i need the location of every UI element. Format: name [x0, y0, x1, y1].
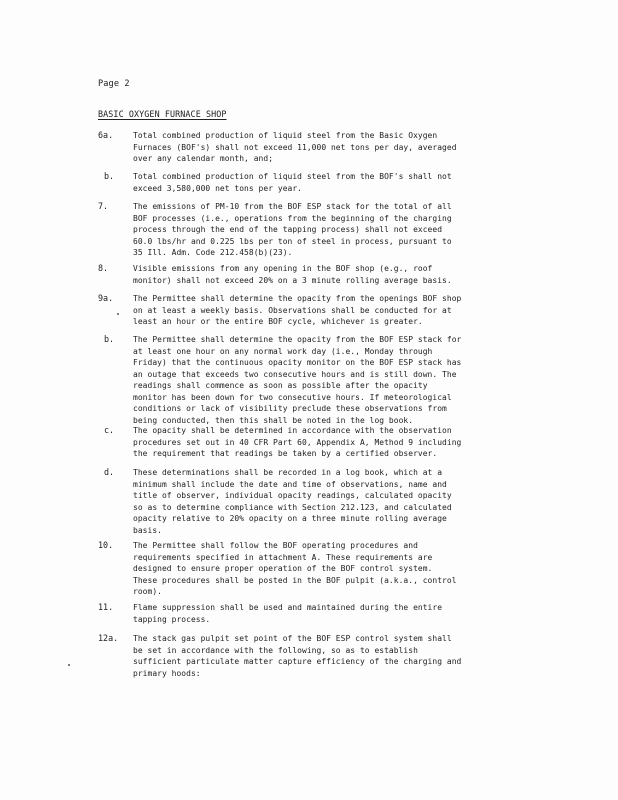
- text-line: at least one hour on any normal work day (i.e., Monday through: [133, 346, 433, 356]
- condition-number: 8.: [98, 263, 109, 273]
- text-line: monitor) shall not exceed 20% on a 3 minute rolling average basis.: [133, 275, 452, 285]
- condition-number: 11.: [98, 602, 114, 612]
- text-line: Total combined production of liquid steel from the Basic Oxygen: [133, 131, 438, 140]
- text-line: Furnaces (BOF's) shall not exceed 11,000 net tons per day, averaged: [133, 142, 457, 152]
- text-line: conditions or lack of visibility preclude these observations from: [133, 404, 447, 413]
- text-line: over any calendar month, and;: [133, 154, 274, 163]
- text-line: The Permittee shall determine the opacity from the openings BOF shop: [133, 294, 462, 303]
- text-line: BOF processes (i.e., operations from the beginning of the charging: [133, 213, 452, 223]
- text-line: least an hour or the entire BOF cycle, whichever is greater.: [133, 317, 423, 326]
- condition-number: b.: [104, 334, 115, 344]
- condition-text: [133, 263, 538, 286]
- condition-text: [133, 425, 538, 460]
- condition-text: [133, 293, 538, 328]
- text-line: room).: [133, 587, 162, 596]
- condition-text: [133, 467, 538, 536]
- condition-number: 12a.: [98, 633, 119, 643]
- condition-text: [133, 171, 538, 194]
- text-line: being conducted, then this shall be noted in the log book.: [133, 415, 414, 425]
- text-line: procedures set out in 40 CFR Part 60, Appendix A, Method 9 including: [133, 437, 462, 447]
- text-line: The stack gas pulpit set point of the BOF ESP control system shall: [133, 634, 452, 643]
- text-line: primary hoods:: [133, 668, 201, 678]
- condition-number: c.: [104, 425, 115, 435]
- text-line: These determinations shall be recorded in a log book, which at a: [133, 468, 443, 477]
- text-line: Visible emissions from any opening in the BOF shop (e.g., roof: [133, 264, 433, 273]
- condition-text: [133, 540, 538, 598]
- text-line: title of observer, individual opacity readings, calculated opacity: [133, 491, 452, 500]
- condition-text: [133, 633, 538, 679]
- text-line: sufficient particulate matter capture efficiency of the charging and: [133, 657, 462, 666]
- text-line: be set in accordance with the following, so as to establish: [133, 645, 418, 655]
- scan-speck: [68, 664, 70, 666]
- text-line: The opacity shall be determined in accordance with the observation: [133, 426, 452, 435]
- text-line: The Permittee shall determine the opacity from the BOF ESP stack for: [133, 335, 462, 344]
- text-line: designed to ensure proper operation of the BOF control system.: [133, 564, 433, 573]
- text-line: so as to determine compliance with Section 212.123, and calculated: [133, 502, 452, 512]
- text-line: monitor has been down for two consecutive hours. If meteorological: [133, 392, 452, 402]
- text-line: Total combined production of liquid steel from the BOF's shall not: [133, 172, 452, 181]
- condition-text: [133, 201, 538, 259]
- scan-speck: [117, 313, 119, 315]
- text-line: Friday) that the continuous opacity monitor on the BOF ESP stack has: [133, 358, 462, 367]
- text-line: These procedures shall be posted in the BOF pulpit (a.k.a., control: [133, 575, 457, 585]
- text-line: exceed 3,580,000 net tons per year.: [133, 183, 303, 193]
- text-line: minimum shall include the date and time of observations, name and: [133, 479, 447, 489]
- condition-number: 10.: [98, 540, 114, 550]
- text-line: on at least a weekly basis. Observations shall be conducted for at: [133, 305, 452, 315]
- condition-text: [133, 602, 538, 625]
- text-line: Flame suppression shall be used and maintained during the entire: [133, 603, 443, 612]
- condition-text: [133, 334, 538, 426]
- page-number: Page 2: [98, 79, 130, 89]
- text-line: 35 Ill. Adm. Code 212.458(b)(23).: [133, 248, 293, 257]
- text-line: The Permittee shall follow the BOF operating procedures and: [133, 541, 418, 550]
- text-line: readings shall commence as soon as possible after the opacity: [133, 381, 428, 390]
- text-line: requirements specified in attachment A. These requirements are: [133, 552, 433, 562]
- text-line: process through the end of the tapping process) shall not exceed: [133, 225, 443, 234]
- text-line: opacity relative to 20% opacity on a three minute rolling average: [133, 514, 447, 523]
- text-line: The emissions of PM-10 from the BOF ESP stack for the total of all: [133, 202, 452, 211]
- text-line: an outage that exceeds two consecutive hours and is still down. The: [133, 369, 457, 379]
- condition-number: 9a.: [98, 293, 114, 303]
- condition-number: d.: [104, 467, 115, 477]
- condition-number: b.: [104, 171, 115, 181]
- text-line: basis.: [133, 525, 162, 535]
- condition-text: [133, 130, 538, 165]
- condition-number: 6a.: [98, 130, 114, 140]
- text-line: 60.0 lbs/hr and 0.225 lbs per ton of steel in process, pursuant to: [133, 236, 452, 246]
- text-line: tapping process.: [133, 614, 211, 624]
- condition-number: 7.: [98, 201, 109, 211]
- section-heading: BASIC OXYGEN FURNACE SHOP: [98, 109, 227, 119]
- text-line: the requirement that readings be taken by a certified observer.: [133, 449, 438, 458]
